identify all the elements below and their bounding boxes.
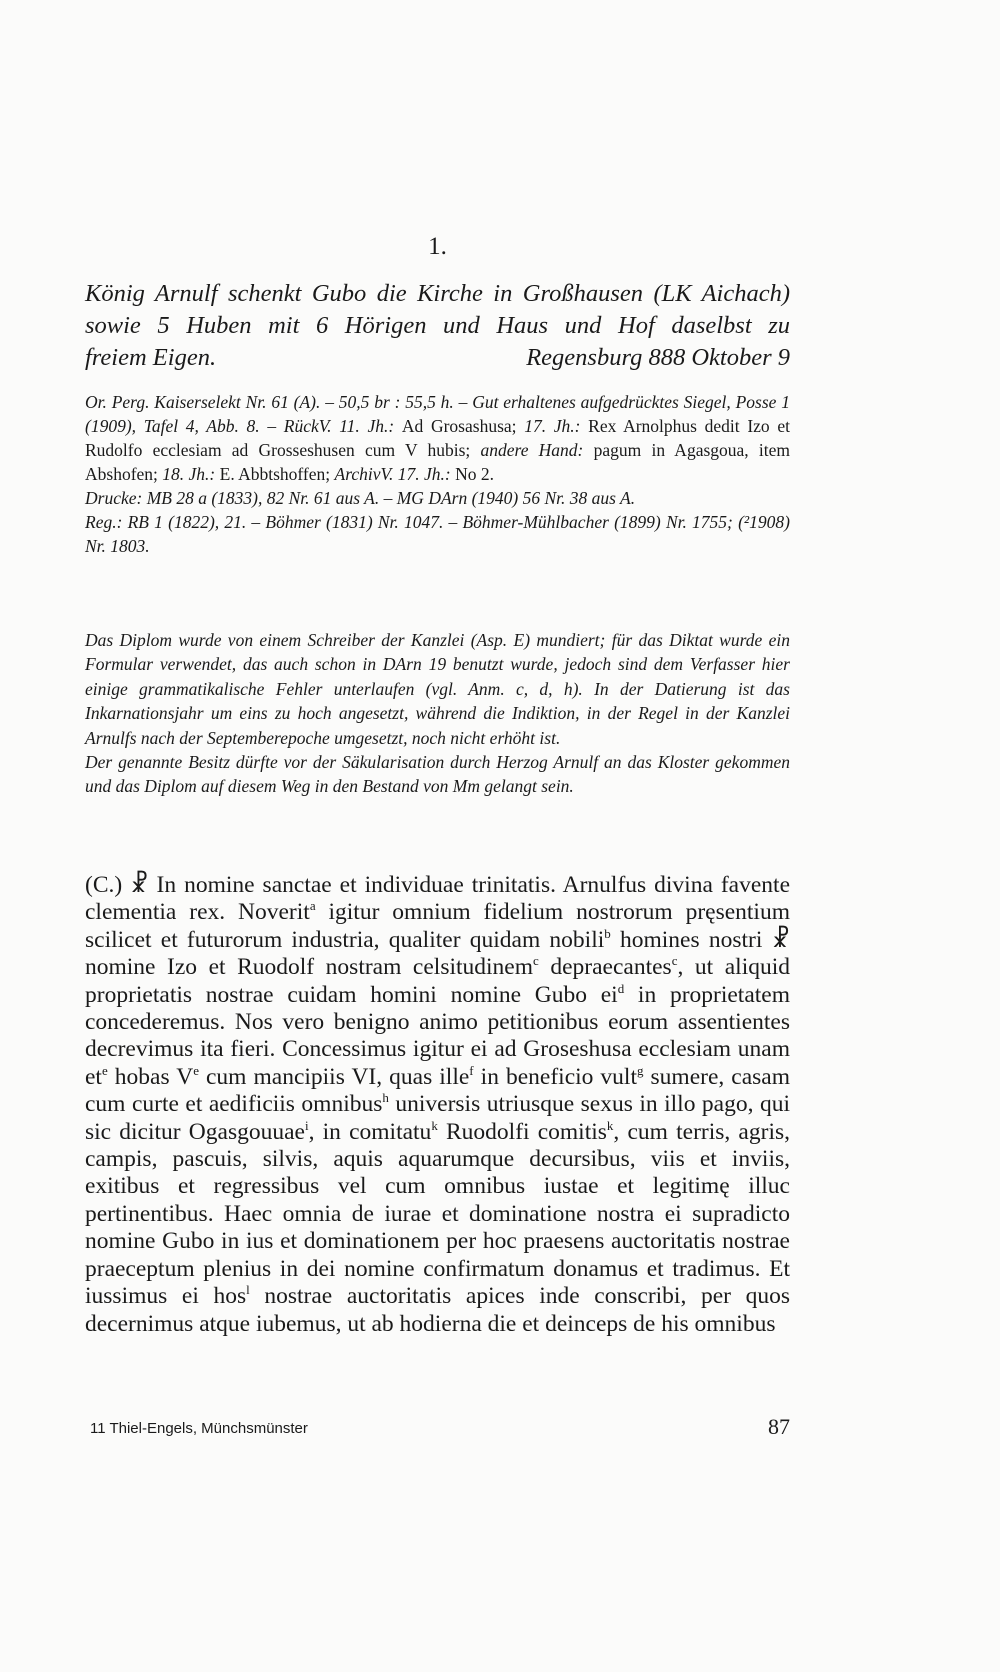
charter-segment: (C.)	[85, 872, 131, 898]
charter-segment: ☧	[771, 926, 790, 953]
tradition-segment: E. Abbtshoffen;	[219, 464, 335, 484]
commentary-paragraph-1: Das Diplom wurde von einem Schreiber der Kanzlei (Asp. E) mundiert; für das Diktat wurde ein Formular verwendet, das auch schon in DArn 19 benutzt wurde, jedoch sind dem Verfasser hier einige grammatikalische Fehler unterlaufen (vgl. Anm. c, d, h). In der Datierung ist das Inkarnationsjahr um eins zu hoch angesetzt, während die Indiktion, in der Regel in der Kanzlei Arnulfs nach der Septemberepoche umgesetzt, noch nicht erhöht ist.	[85, 630, 790, 748]
charter-paragraph	[85, 872, 790, 1338]
footnote-marker: d	[617, 980, 625, 996]
footnote-marker: g	[637, 1063, 644, 1079]
page-number: 87	[768, 1414, 790, 1439]
tradition-segment: No 2.	[455, 464, 494, 484]
charter-segment: igitur omnium fidelium nostrorum pręsentium scilicet et futurorum industria, qualiter quidam nobili	[85, 899, 790, 953]
tradition-segment: 18. Jh.:	[162, 464, 220, 484]
charter-segment: in beneficio vult	[473, 1063, 637, 1090]
tradition-segment: andere Hand:	[480, 440, 594, 460]
charter-segment: homines nostri	[610, 926, 772, 953]
footnote-marker: k	[431, 1117, 438, 1133]
footnote-marker: c	[533, 953, 539, 969]
tradition-segment: Or. Perg. Kaiserselekt Nr. 61 (A). – 50,5 br : 55,5 h. – Gut erhaltenes aufgedrücktes Siegel, Posse 1 (1909), Tafel 4, Abb. 8. – RückV. 11. Jh.:	[85, 392, 790, 436]
section-number: 1.	[428, 233, 447, 260]
tradition-paragraph	[85, 390, 790, 486]
footnote-marker: a	[309, 898, 316, 914]
charter-segment: hobas V	[107, 1063, 194, 1090]
footnote-marker: e	[101, 1063, 108, 1079]
charter-segment: , in comitatu	[308, 1118, 432, 1145]
charter-segment: , ut aliquid proprietatis nostrae cuidam homini nomine Gubo ei	[85, 954, 791, 1008]
charter-segment: universis utriusque sexus in illo pago, qui sic dicitur Ogasgouuae	[85, 1091, 790, 1145]
charter-segment: depraecantes	[538, 954, 672, 981]
charter-segment: nomine Izo et Ruodolf nostram celsitudinem	[85, 954, 534, 981]
tradition-segment: pagum in Agasgoua, item Abshofen;	[85, 440, 790, 484]
tradition-segment: ArchivV. 17. Jh.:	[334, 464, 456, 484]
footnote-marker: c	[671, 953, 678, 969]
regest-date-place: Regensburg 888 Oktober 9	[526, 344, 790, 371]
charter-segment: ☧	[130, 872, 149, 898]
charter-segment: cum mancipiis VI, quas ille	[198, 1063, 470, 1090]
charter-segment: In nomine sanctae et individuae trinitatis. Arnulfus divina favente clementia rex. Noverit	[85, 872, 791, 926]
commentary-paragraph-2: Der genannte Besitz dürfte vor der Säkularisation durch Herzog Arnulf an das Kloster gekommen und das Diplom auf diesem Weg in den Bestand von Mm gelangt sein.	[85, 752, 790, 797]
footnote-marker: e	[193, 1063, 199, 1079]
charter-text	[85, 872, 790, 1338]
tradition-segment: 17. Jh.:	[524, 416, 589, 436]
footnote-marker: f	[469, 1063, 474, 1079]
tradition-notes	[85, 390, 790, 558]
regest-line-3-left: freiem Eigen.	[85, 344, 217, 371]
footnote-marker: h	[382, 1090, 389, 1106]
footer-signature: 11 Thiel-Engels, Münchsmünster	[90, 1420, 308, 1437]
regest-line-3	[85, 342, 790, 374]
footnote-marker: l	[246, 1282, 250, 1298]
charter-segment: , cum terris, agris, campis, pascuis, silvis, aquis aquarumque decursibus, viis et inviis, exitibus et regressibus vel cum omnibus iustae et legitimę illuc pertinentibus. Haec omnia de iurae et dominatione nostra ei supradicto nomine Gubo in ius et dominationem per hoc praesens auctoritatis nostrae praeceptum plenius in dei nomine confirmatum donamus et tradimus. Et iussimus ei hos	[85, 1118, 790, 1310]
tradition-segment: Ad Grosashusa;	[401, 416, 525, 436]
footnote-marker: b	[604, 925, 611, 941]
regest-line-2: sowie 5 Huben mit 6 Hörigen und Haus und Hof daselbst zu	[85, 312, 790, 339]
charter-segment: nostrae auctoritatis apices inde conscribi, per quos decernimus atque iubemus, ut ab hodierna die et deinceps de his omnibus	[85, 1283, 790, 1337]
charter-segment: in proprietatem concederemus. Nos vero benigno animo petitionibus eorum assentientes decrevimus ita fieri. Concessimus igitur ei ad Groseshusa ecclesiam unam et	[85, 981, 791, 1090]
regest-line-1: König Arnulf schenkt Gubo die Kirche in Großhausen (LK Aichach)	[85, 280, 790, 307]
drucke-paragraph: Drucke: MB 28 a (1833), 82 Nr. 61 aus A. – MG DArn (1940) 56 Nr. 38 aus A.	[85, 488, 636, 508]
footnote-marker: i	[304, 1117, 309, 1133]
charter-segment: Ruodolfi comitis	[437, 1118, 607, 1145]
tradition-segment: Rex Arnolphus dedit Izo et Rudolfo ecclesiam ad Grosseshusen cum V hubis;	[85, 416, 790, 460]
footnote-marker: k	[606, 1117, 614, 1133]
regest-heading	[85, 278, 790, 374]
commentary	[85, 628, 790, 799]
charter-segment: sumere, casam cum curte et aedificiis omnibus	[85, 1063, 791, 1118]
regesten-paragraph: Reg.: RB 1 (1822), 21. – Böhmer (1831) Nr. 1047. – Böhmer-Mühlbacher (1899) Nr. 1755; (²1908) Nr. 1803.	[85, 512, 790, 556]
